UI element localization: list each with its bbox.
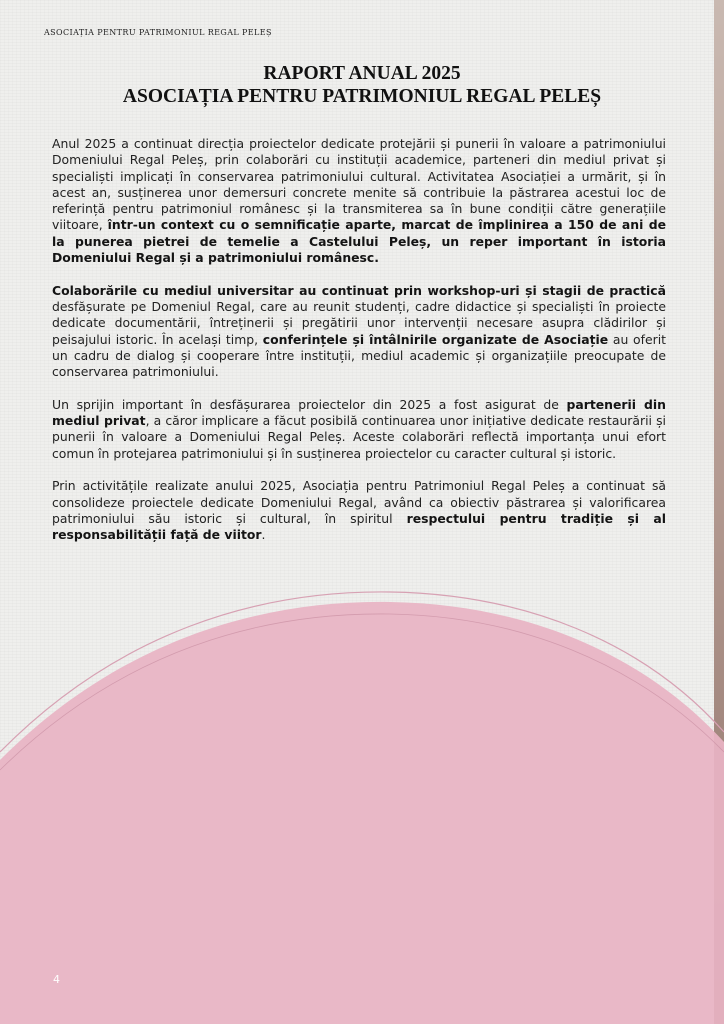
running-header: ASOCIAȚIA PENTRU PATRIMONIUL REGAL PELEȘ <box>44 28 272 37</box>
paragraph-3-text-2: , a căror implicare a făcut posibilă continuarea unor inițiative dedicate restaurării și punerii în valoare a Domeniului Regal Peleș. Aceste colaborări reflectă importanța unui efort comun în protejarea patrimoniului și în susținerea proiectelor cu caracter cultural și istoric. <box>52 413 666 461</box>
paragraph-1 <box>52 136 666 266</box>
report-body <box>52 136 666 560</box>
paragraph-2-bold-1: Colaborările cu mediul universitar au continuat prin workshop-uri și stagii de practică <box>52 282 666 298</box>
title-line-2: ASOCIAȚIA PENTRU PATRIMONIUL REGAL PELEȘ <box>122 86 602 107</box>
paragraph-4-bold: respectului pentru tradiție și al responsabilității față de viitor <box>52 510 666 543</box>
page-number: 4 <box>53 973 60 986</box>
paragraph-4 <box>52 478 666 543</box>
paragraph-4-text-1: Prin activitățile realizate anului 2025, Asociația pentru Patrimoniul Regal Peleș a continuat să consolideze proiectele dedicate Domeniului Regal, având ca obiectiv păstrarea și valorificarea patrimoniului său istoric și cultural, în spiritul <box>52 478 666 526</box>
paragraph-2-text-2: au oferit un cadru de dialog și cooperare între instituții, mediul academic și organizațiile preocupate de conservarea patrimoniului. <box>52 331 666 380</box>
paragraph-3-text-1: Un sprijin important în desfășurarea proiectelor din 2025 a fost asigurat de <box>52 396 567 412</box>
paragraph-4-text-2: . <box>261 527 266 543</box>
paragraph-2-bold-2: conferințele și întâlnirile organizate de Asociație <box>262 331 609 347</box>
paragraph-2 <box>52 283 666 381</box>
paragraph-1-bold: într-un context cu o semnificație aparte, marcat de împlinirea a 150 de ani de la punerea pietrei de temelie a Castelului Peleș, un reper important în istoria Domeniului Regal și a patrimoniului românesc. <box>52 217 666 266</box>
title-line-1: RAPORT ANUAL 2025 <box>263 63 461 84</box>
paragraph-2-text-1: desfășurate pe Domeniul Regal, care au reunit studenți, cadre didactice și specialiști în proiecte dedicate documentării, întreținerii și pregătirii unor intervenții necesare asupra clădirilor și peisajului istoric. În același timp, <box>52 298 666 347</box>
paragraph-1-text: Anul 2025 a continuat direcția proiectelor dedicate protejării și punerii în valoare a patrimoniului Domeniului Regal Peleș, prin colaborări cu instituții academice, parteneri din mediul privat și specialiști implicați în conservarea patrimoniului cultural. Activitatea Asociației a urmărit, și în acest an, susținerea unor demersuri concrete menite să contribuie la păstrarea acestui loc de referință pentru patrimoniul românesc și la transmiterea sa în bune condiții către generațiile viitoare, <box>52 136 666 233</box>
paragraph-3 <box>52 397 666 462</box>
paragraph-3-bold: partenerii din mediul privat <box>52 396 666 429</box>
page-title <box>0 62 724 108</box>
